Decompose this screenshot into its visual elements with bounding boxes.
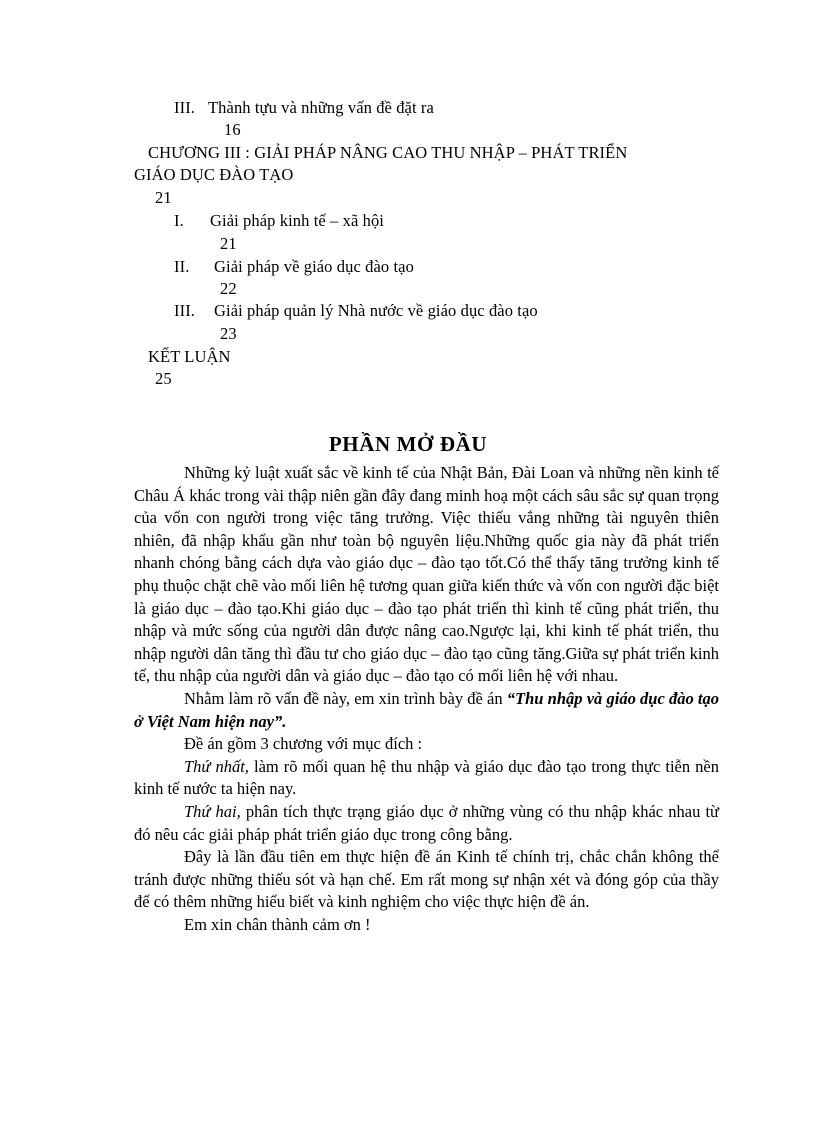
- toc-conclusion: KẾT LUẬN: [148, 347, 231, 366]
- toc-page-number: 22: [220, 279, 237, 298]
- toc-item-text: Giải pháp về giáo dục đào tạo: [214, 257, 414, 276]
- paragraph: [134, 801, 719, 846]
- paragraph-text: làm rõ mối quan hệ thu nhập và giáo dục đào tạo trong thực tiễn nền kinh tế nước ta hiện nay.: [134, 756, 719, 799]
- project-title: “Thu nhập và giáo dục đào tạo ở Việt Nam hiện nay”.: [134, 688, 719, 731]
- intro-body: [134, 462, 719, 936]
- toc-chapter-title-cont: GIÁO DỤC ĐÀO TẠO: [134, 165, 294, 184]
- toc-chapter-title: CHƯƠNG III : GIẢI PHÁP NÂNG CAO THU NHẬP – PHÁT TRIỂN: [148, 143, 628, 162]
- paragraph: [134, 756, 719, 801]
- toc-item-text: Giải pháp quản lý Nhà nước về giáo dục đào tạo: [214, 301, 538, 320]
- toc-item-text: Giải pháp kinh tế – xã hội: [210, 211, 384, 230]
- toc-page-number: 21: [220, 234, 237, 253]
- paragraph-text: Nhằm làm rõ vấn đề này, em xin trình bày đề án: [184, 688, 507, 708]
- paragraph: Đề án gồm 3 chương với mục đích :: [184, 734, 423, 754]
- toc-item-number: I.: [174, 211, 184, 230]
- paragraph: Đây là lần đầu tiên em thực hiện đề án Kinh tế chính trị, chắc chắn không thể tránh được những thiếu sót và hạn chế. Em rất mong sự nhận xét và đóng góp của thầy để có thêm những hiểu biết và kinh nghiệm cho việc thực hiện đề án.: [134, 847, 719, 912]
- toc-page-number: 21: [155, 188, 172, 207]
- toc-item-number: II.: [174, 257, 190, 276]
- paragraph-text: phân tích thực trạng giáo dục ở những vùng có thu nhập khác nhau từ đó nêu các giải pháp phát triển giáo dục trong công bằng.: [134, 801, 719, 844]
- paragraph-lead: Thứ nhất,: [184, 756, 249, 776]
- toc-page-number: 25: [155, 369, 172, 388]
- toc-page-number: 23: [220, 324, 237, 343]
- closing-line: Em xin chân thành cảm ơn !: [184, 914, 371, 934]
- toc-page-number: 16: [224, 120, 241, 139]
- toc-item-text: Thành tựu và những vấn đề đặt ra: [208, 98, 434, 117]
- toc-item-number: III.: [174, 301, 196, 320]
- paragraph-lead: Thứ hai,: [184, 801, 241, 821]
- toc-item-number: III.: [174, 98, 196, 117]
- section-title: PHẦN MỞ ĐẦU: [328, 432, 488, 456]
- paragraph: [134, 688, 719, 733]
- paragraph: Những kỷ luật xuất sắc về kinh tế của Nhật Bản, Đài Loan và những nền kinh tế Châu Á khác trong vài thập niên gần đây đang minh hoạ một cách sâu sắc sự quan trọng của vốn con người trong việc tăng trưởng. Việc thiếu vắng những tài nguyên thiên nhiên, đã nhập khẩu gần như toàn bộ nguyên liệu.Những quốc gia này đã phát triển nhanh chóng bằng cách dựa vào giáo dục – đào tạo tốt.Có thể thấy tăng trưởng kinh tế phụ thuộc chặt chẽ vào mối liên hệ tương quan giữa kiến thức và vốn con người đặc biệt là giáo dục – đào tạo.Khi giáo dục – đào tạo phát triển thì kinh tế cũng phát triển, thu nhập và mức sống của người dân được nâng cao.Ngược lại, khi kinh tế phát triển, thu nhập người dân tăng thì đầu tư cho giáo dục – đào tạo cũng tăng.Giữa sự phát triển kinh tế, thu nhập của người dân và giáo dục – đào tạo có mối liên hệ với nhau.: [134, 463, 719, 686]
